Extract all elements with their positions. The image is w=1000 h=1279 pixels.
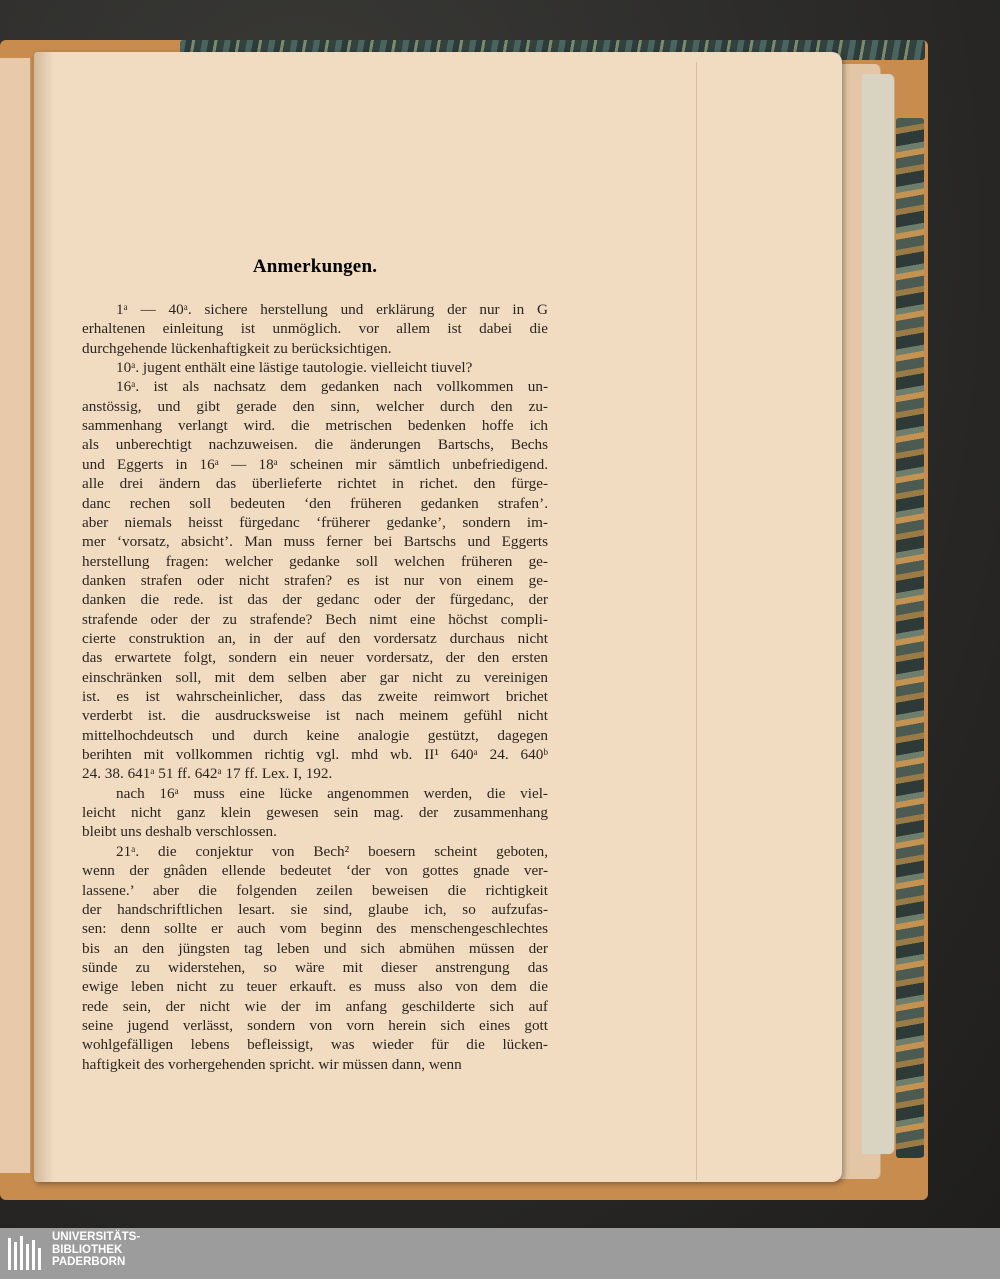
text-line: alle drei ändern das überlieferte richtet in richet. den fürge-	[82, 475, 548, 493]
page-fold-line	[696, 62, 697, 1180]
text-line: durchgehende lückenhaftigkeit zu berücksichtigen.	[82, 339, 392, 357]
text-line: mittelhochdeutsch und durch keine analogie gestützt, dagegen	[82, 726, 548, 744]
text-line: der handschriftlichen lesart. sie sind, glaube ich, so aufzufas-	[82, 900, 548, 918]
text-line: danken die rede. ist das der gedanc oder der fürgedanc, der	[82, 591, 548, 609]
text-line: bis an den jüngsten tag leben und sich abmühen müssen der	[82, 939, 548, 957]
endpaper-edge	[862, 74, 895, 1154]
page-heading: Anmerkungen.	[252, 256, 378, 277]
text-line: herstellung fragen: welcher gedanke soll welchen früheren ge-	[82, 552, 548, 570]
text-line: strafende oder der zu strafende? Bech nimt eine höchst compli-	[82, 610, 548, 628]
text-line: lassene.’ aber die folgenden zeilen beweisen die richtigkeit	[82, 881, 548, 899]
logo-line-2: BIBLIOTHEK	[52, 1243, 123, 1256]
library-logo-text	[52, 1231, 140, 1269]
text-line: 1ᵃ — 40ᵃ. sichere herstellung und erklärung der nur in G	[116, 301, 548, 318]
text-line: anstössig, und gibt gerade den sinn, welcher durch den zu-	[82, 397, 548, 415]
text-line: bleibt uns deshalb verschlossen.	[82, 823, 277, 841]
text-line: 21ᵃ. die conjektur von Bech² boesern scheint geboten,	[116, 842, 548, 860]
text-line: danc rechen soll bedeuten ‘den früheren gedanken strafen’.	[82, 494, 548, 512]
text-line: wenn der gnâden ellende bedeutet ‘der von gottes gnade ver-	[82, 862, 548, 880]
text-line: seine jugend verlässt, sondern von vorn herein sich eines gott	[82, 1016, 548, 1034]
text-line: leicht nicht ganz klein gewesen sein mag. der zusammenhang	[82, 804, 548, 822]
page-gutter-shadow	[34, 52, 54, 1182]
library-logo-icon	[6, 1234, 44, 1274]
text-line: das erwartete folgt, sondern ein neuer vordersatz, der den ersten	[82, 649, 548, 667]
text-line: sen: denn sollte er auch vom beginn des menschengeschlechtes	[82, 920, 548, 938]
text-line: mer ‘vorsatz, absicht’. Man muss ferner bei Bartschs und Eggerts	[82, 533, 548, 551]
text-line: rede sein, der nicht wie der im anfang geschilderte sich auf	[82, 997, 548, 1015]
text-line: wohlgefälligen lebens befleissigt, was wieder für die lücken-	[82, 1036, 548, 1054]
text-line: als unberechtigt nachzuweisen. die änderungen Bartschs, Bechs	[82, 436, 548, 454]
marbled-edge-right	[896, 118, 924, 1158]
text-line: haftigkeit des vorhergehenden spricht. wir müssen dann, wenn	[82, 1055, 462, 1073]
text-line: cierte construktion an, in der auf den vordersatz durchaus nicht	[82, 629, 548, 647]
text-line: 24. 38. 641ᵃ 51 ff. 642ᵃ 17 ff. Lex. I, 192.	[82, 765, 333, 783]
library-footer-bar	[0, 1228, 1000, 1279]
left-page-edge	[0, 58, 31, 1173]
text-line: nach 16ᵃ muss eine lücke angenommen werden, die viel-	[116, 784, 548, 802]
text-line: sammenhang verlangt wird. die metrischen bedenken hoffe ich	[82, 417, 548, 435]
text-line: 16ᵃ. ist als nachsatz dem gedanken nach vollkommen un-	[116, 378, 548, 396]
text-line: und Eggerts in 16ᵃ — 18ᵃ scheinen mir sämtlich unbefriedigend.	[82, 455, 548, 473]
text-line: einschränken soll, mit dem selben aber gar nicht zu vereinigen	[82, 668, 548, 686]
logo-line-3: PADERBORN	[52, 1256, 126, 1268]
text-line: danken strafen oder nicht strafen? es ist nur von einem ge-	[82, 571, 548, 589]
text-line: erhaltenen einleitung ist unmöglich. vor allem ist dabei die	[82, 320, 548, 338]
text-line: aber niemals heisst fürgedanc ‘früherer gedanke’, sondern im-	[82, 513, 548, 531]
text-line: sünde zu widerstehen, so wäre mit dieser anstrengung das	[82, 958, 548, 976]
logo-line-1: UNIVERSITÄTS-	[52, 1231, 141, 1243]
text-line: verderbt ist. die ausdrucksweise ist nach meinem gefühl nicht	[82, 707, 548, 725]
text-line: berihten mit vollkommen richtig vgl. mhd wb. II¹ 640ᵃ 24. 640ᵇ	[82, 746, 548, 764]
text-line: ist. es ist wahrscheinlicher, dass das zweite reimwort brichet	[82, 688, 548, 705]
text-line: ewige leben nicht zu teuer erkauft. es muss also von dem die	[82, 978, 548, 996]
text-line: 10ᵃ. jugent enthält eine lästige tautologie. vielleicht tiuvel?	[116, 359, 473, 377]
